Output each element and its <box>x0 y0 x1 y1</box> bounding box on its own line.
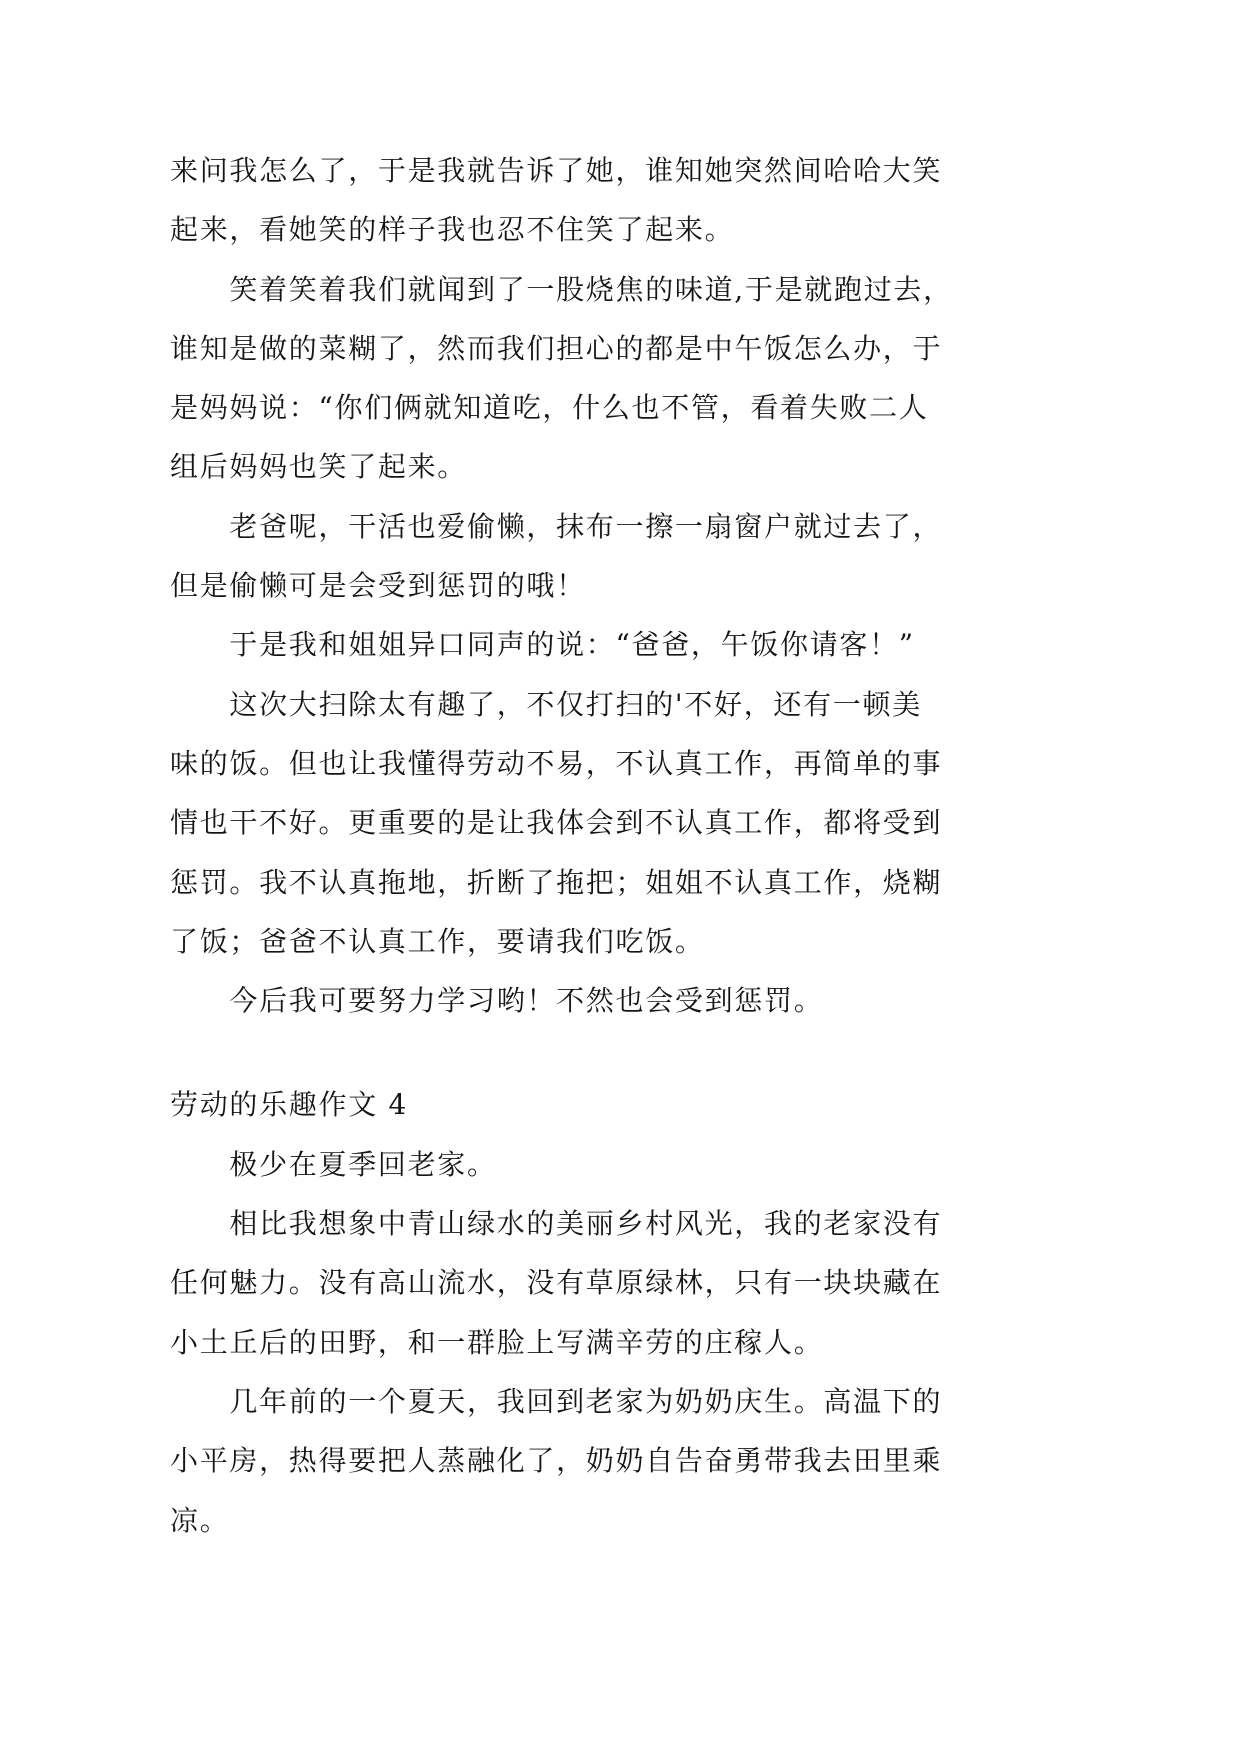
paragraph <box>170 1372 1150 1550</box>
text-line: 小土丘后的田野，和一群脸上写满辛劳的庄稼人。 <box>170 1325 824 1359</box>
text-line: 笑着笑着我们就闻到了一股烧焦的味道,于是就跑过去， <box>229 272 953 306</box>
text-line: 情也干不好。更重要的是让我体会到不认真工作，都将受到 <box>170 806 943 840</box>
paragraph <box>170 675 1150 971</box>
text-line: 小平房，热得要把人蒸融化了，奶奶自告奋勇带我去田里乘 <box>170 1444 943 1478</box>
paragraph <box>170 615 1150 674</box>
text-line: 相比我想象中青山绿水的美丽乡村风光，我的老家没有 <box>229 1207 943 1241</box>
text-line: 组后妈妈也笑了起来。 <box>170 450 468 484</box>
text-line: 凉。 <box>170 1503 230 1537</box>
paragraph <box>170 497 1150 616</box>
text-line: 于是我和姐姐异口同声的说：“爸爸，午饭你请客！” <box>229 628 915 662</box>
text-line: 了饭；爸爸不认真工作，要请我们吃饭。 <box>170 924 705 958</box>
text-line: 今后我可要努力学习哟！不然也会受到惩罚。 <box>229 984 824 1018</box>
text-line: 惩罚。我不认真拖地，折断了拖把；姐姐不认真工作，烧糊 <box>170 865 943 899</box>
text-line: 味的饭。但也让我懂得劳动不易，不认真工作，再简单的事 <box>170 746 943 780</box>
paragraph <box>170 141 1150 260</box>
paragraph <box>170 260 1150 497</box>
text-line: 来问我怎么了，于是我就告诉了她，谁知她突然间哈哈大笑 <box>170 154 943 187</box>
text-line: 起来，看她笑的样子我也忍不住笑了起来。 <box>170 213 735 247</box>
text-line: 谁知是做的菜糊了，然而我们担心的都是中午饭怎么办，于 <box>170 331 943 365</box>
text-line: 是妈妈说：“你们俩就知道吃，什么也不管，看着失败二人 <box>170 391 929 425</box>
text-line: 几年前的一个夏天，我回到老家为奶奶庆生。高温下的 <box>229 1384 943 1418</box>
text-line: 但是偷懒可是会受到惩罚的哦！ <box>170 569 586 603</box>
paragraph <box>170 971 1150 1030</box>
text-line: 老爸呢，干活也爱偷懒，抹布一擦一扇窗户就过去了， <box>229 509 943 543</box>
text-line: 这次大扫除太有趣了，不仅打扫的'不好，还有一顿美 <box>229 687 922 721</box>
paragraph <box>170 1194 1150 1372</box>
document-body <box>170 141 1150 1550</box>
text-line: 任何魅力。没有高山流水，没有草原绿林，只有一块块藏在 <box>170 1266 943 1300</box>
section-heading: 劳动的乐趣作文 4 <box>170 1088 409 1122</box>
text-line: 极少在夏季回老家。 <box>229 1147 497 1181</box>
paragraph <box>170 1135 1150 1194</box>
